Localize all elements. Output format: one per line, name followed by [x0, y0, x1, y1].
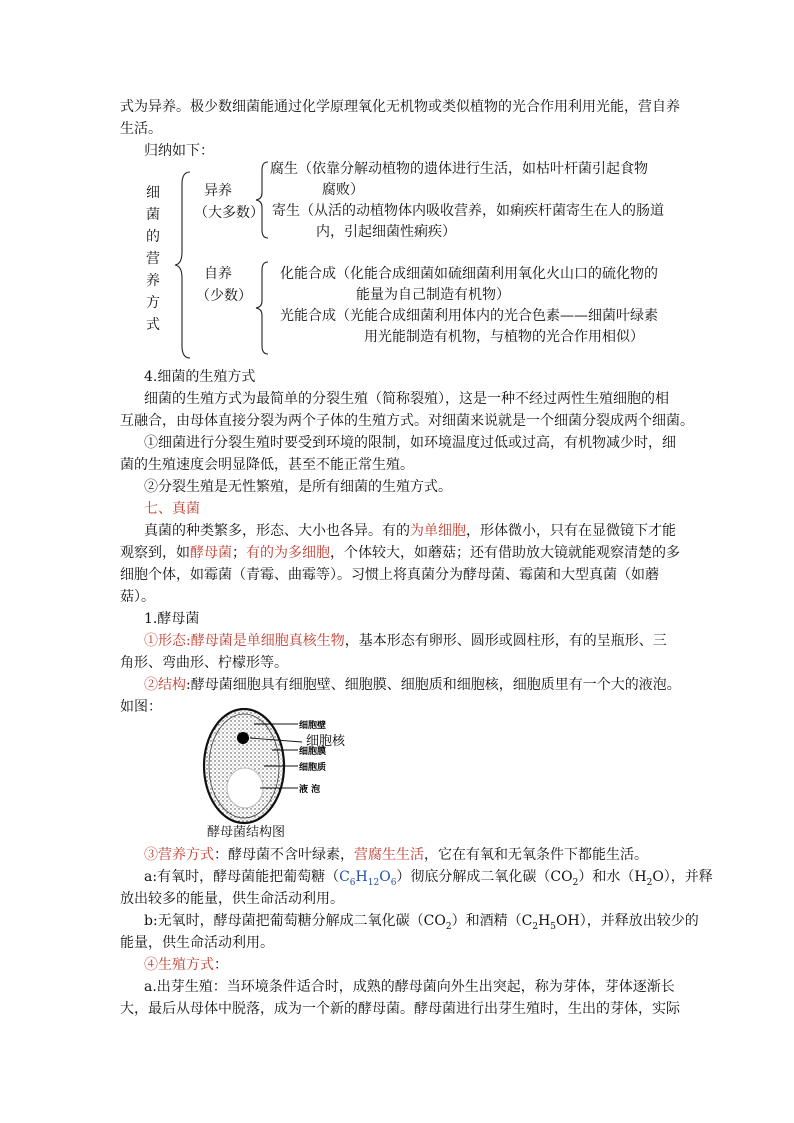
yeast-heading: 1.酵母菌	[144, 611, 200, 627]
parasitic-line-1: 寄生（从活的动植物体内吸收营养，如痢疾杆菌寄生在人的肠道	[272, 203, 664, 219]
aerobic-line-b: 放出较多的能量，供生命活动利用。	[120, 891, 344, 907]
fungi-p1-a	[144, 520, 676, 542]
vertical-char: 方	[146, 295, 160, 311]
budding-line-a: a.出芽生殖：当环境条件适合时，成熟的酵母菌向外生出突起，称为芽体，芽体逐渐长	[144, 979, 675, 995]
emphasis-text: ①形态:	[144, 633, 191, 649]
label-nucleus: 细胞核	[306, 734, 346, 749]
label-cytoplasm: 细胞质	[299, 763, 327, 773]
fungi-p1-d: 菇）。	[120, 589, 155, 605]
parasitic-line-2: 内，引起细菌性痢疾）	[316, 224, 456, 240]
budding-line-b: 大，最后从母体中脱落，成为一个新的酵母菌。酵母菌进行出芽生殖时，生出的芽体，实际	[120, 1001, 680, 1017]
vertical-char: 菌	[146, 207, 160, 223]
text: ）彻底分解成二氧化碳$(CO_2)$和水$(H_2O)$，并释	[396, 869, 713, 888]
chemo-line-2: 能量为自己制造有机物）	[356, 287, 510, 303]
photo-line-2: 用光能制造有机物，与植物的光合作用相似）	[364, 329, 644, 345]
heterotroph-label: 异养	[204, 183, 232, 199]
auto-brace-icon	[254, 260, 270, 356]
yeast-form-b: 角形、弯曲形、柠檬形等。	[120, 655, 288, 671]
anaerobic-line-a: b:无氧时，酵母菌把葡萄糖分解成二氧化碳$(CO_2)$和酒精$(C_2H_5OH)$，并释放出较少的	[144, 913, 699, 932]
reproduction-p3: ②分裂生殖是无性繁殖，是所有细菌的生殖方式。	[144, 479, 452, 495]
vertical-char: 细	[146, 185, 160, 201]
emphasis-text: 为单细胞	[410, 523, 466, 539]
intro-line-2: 生活。	[120, 121, 162, 137]
vertical-char: 营	[146, 251, 160, 267]
text: ，它在有氧和无氧条件下都能生活。	[424, 847, 648, 863]
text: :酵母菌细胞具有细胞壁、细胞膜、细胞质和细胞核，细胞质里有一个大的液泡。	[186, 677, 681, 693]
anaerobic-line-b: 能量，供生命活动利用。	[120, 935, 274, 951]
text: 观察到，如	[120, 545, 190, 561]
diagram-caption: 酵母菌结构图	[207, 825, 286, 840]
reproduction-p2-b: 菌的生殖速度会明显降低，甚至不能正常生殖。	[120, 457, 414, 473]
vertical-char: 的	[146, 229, 160, 245]
chemo-line-1: 化能合成（化能合成细菌如硫细菌利用氧化火山口的硫化物的	[280, 266, 658, 282]
summary-label: 归纳如下：	[144, 143, 214, 159]
vertical-char: 养	[146, 273, 160, 289]
main-brace-icon	[172, 170, 192, 360]
reproduction-p2-a: ①细菌进行分裂生殖时要受到环境的限制，如环境温度过低或过高，有机物减少时，细	[144, 435, 676, 451]
text: ：酵母菌不含叶绿素，	[214, 847, 354, 863]
reproduction-p1-a: 细菌的生殖方式为最简单的分裂生殖（简称裂殖），这是一种不经过两性生殖细胞的相	[144, 391, 669, 407]
text: ：	[214, 957, 228, 973]
saprophytic-line-2: 腐败）	[322, 182, 364, 198]
photo-line-1: 光能合成（光能合成细菌利用体内的光合色素——细菌叶绿素	[280, 308, 658, 324]
emphasis-text: 营腐生生活	[354, 847, 424, 863]
text: 真菌的种类繁多，形态、大小也各异。有的	[144, 523, 410, 539]
emphasis-text: ④生殖方式	[144, 957, 214, 973]
text: ；	[232, 545, 246, 561]
emphasis-text: 酵母菌是单细胞真核生物	[190, 633, 345, 649]
aerobic-line-a	[144, 866, 713, 888]
yeast-form-a	[144, 630, 667, 652]
emphasis-text: 有的为多细胞	[246, 545, 330, 561]
hetero-brace-icon	[254, 160, 270, 240]
text: ，基本形态有卵形、圆形或圆柱形，有的呈瓶形、三	[344, 633, 667, 649]
vacuole-shape	[227, 768, 263, 808]
label-membrane: 细胞膜	[299, 747, 327, 757]
label-vacuole: 液 泡	[299, 785, 321, 795]
fungi-heading: 七、真菌	[144, 501, 200, 517]
yeast-repro-heading	[144, 954, 228, 976]
intro-line-1: 式为异养。极少数细菌能通过化学原理氧化无机物或类似植物的光合作用利用光能，营自养	[120, 99, 680, 115]
yeast-struct-a	[144, 674, 681, 696]
yeast-struct-b: 如图：	[120, 699, 162, 715]
reproduction-p1-b: 互融合，由母体直接分裂为两个子体的生殖方式。对细菌来说就是一个细菌分裂成两个细菌。	[120, 413, 694, 429]
nucleus-shape	[237, 732, 249, 744]
vertical-char: 式	[146, 317, 160, 333]
text: ，个体较大，如蘑菇；还有借助放大镜就能观察清楚的多	[330, 545, 680, 561]
fungi-p1-b	[120, 542, 680, 564]
text: a:有氧时，酵母菌能把葡萄糖（	[144, 869, 340, 885]
yeast-nutrition	[144, 844, 648, 866]
emphasis-text: 酵母菌	[190, 545, 232, 561]
heterotroph-note: （大多数）	[194, 205, 264, 221]
text: ，形体微小，只有在显微镜下才能	[466, 523, 676, 539]
glucose-formula: $C_6H_{12}O_6$	[339, 869, 397, 888]
emphasis-text: ③营养方式	[144, 847, 214, 863]
autotroph-note: （少数）	[196, 288, 252, 304]
saprophytic-line-1: 腐生（依靠分解动植物的遗体进行生活，如枯叶杆菌引起食物	[270, 161, 648, 177]
label-cell-wall: 细胞壁	[299, 721, 327, 731]
autotroph-label: 自养	[204, 266, 232, 282]
fungi-p1-c: 细胞个体，如霉菌（青霉、曲霉等）。习惯上将真菌分为酵母菌、霉菌和大型真菌（如蘑	[120, 567, 659, 583]
reproduction-heading: 4.细菌的生殖方式	[144, 369, 256, 385]
emphasis-text: ②结构	[144, 677, 186, 693]
